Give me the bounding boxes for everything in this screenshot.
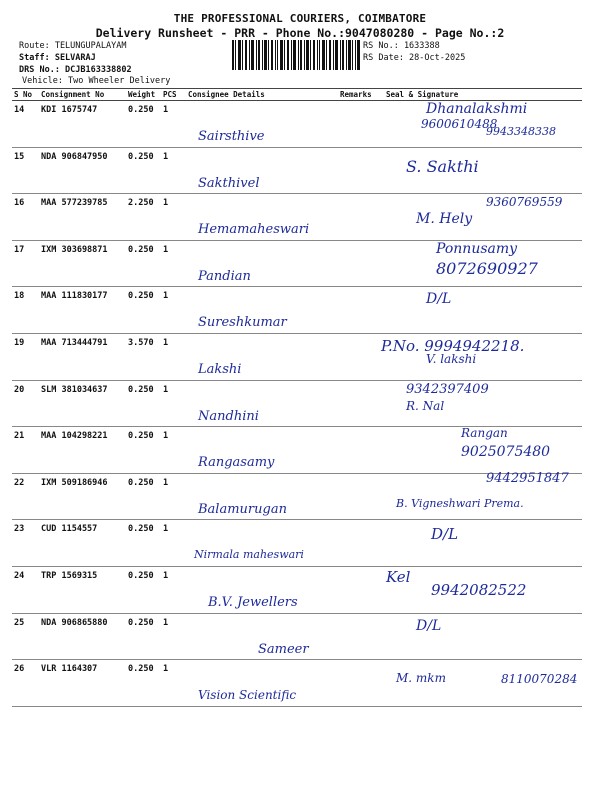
table-row (12, 287, 582, 334)
weight-cell: 0.250 (126, 613, 161, 660)
signature-text: B. Vigneshwari Prema. (396, 496, 524, 510)
sno-cell: 16 (12, 194, 39, 241)
signature-text: 9360769559 (486, 195, 563, 210)
pcs-cell: 1 (161, 240, 186, 287)
consignee-name: Sureshkumar (198, 315, 287, 331)
remarks-cell (338, 566, 384, 613)
signature-text: 9943348338 (486, 125, 556, 138)
signature-text: Rangan (461, 426, 508, 441)
pcs-cell: 1 (161, 473, 186, 520)
weight-cell: 0.250 (126, 427, 161, 474)
consignee-name: B.V. Jewellers (208, 594, 298, 610)
table-row (12, 240, 582, 287)
consignment-cell: MAA 104298221 (39, 427, 126, 474)
consignee-name: Hemamaheswari (198, 222, 310, 238)
rs-date: RS Date: 28-Oct-2025 (363, 53, 466, 63)
table-row (12, 520, 582, 567)
consignee-name: Pandian (198, 268, 251, 284)
consignment-cell: MAA 577239785 (39, 194, 126, 241)
weight-cell: 0.250 (126, 380, 161, 427)
consignee-name: Nandhini (198, 408, 259, 424)
pcs-cell: 1 (161, 660, 186, 707)
sno-cell: 25 (12, 613, 39, 660)
col-sno-header: S No (12, 89, 39, 101)
signature-text: D/L (416, 617, 442, 634)
signature-text: 9342397409 (406, 381, 489, 397)
signature-text: Dhanalakshmi (426, 101, 528, 117)
table-header-row (12, 89, 582, 101)
consignment-cell: MAA 111830177 (39, 287, 126, 334)
pcs-cell: 1 (161, 380, 186, 427)
remarks-cell (338, 101, 384, 148)
col-remarks-header: Remarks (338, 89, 384, 101)
route-text: Route: TELUNGUPALAYAM (19, 41, 127, 51)
company-title: THE PROFESSIONAL COURIERS, COIMBATORE (173, 12, 427, 25)
signature-text: 9600610488 (421, 117, 498, 131)
remarks-cell (338, 520, 384, 567)
remarks-cell (338, 147, 384, 194)
weight-cell: 0.250 (126, 473, 161, 520)
sno-cell: 22 (12, 473, 39, 520)
sno-cell: 21 (12, 427, 39, 474)
sno-cell: 23 (12, 520, 39, 567)
col-weight-header: Weight (126, 89, 161, 101)
signature-text: P.No. 9994942218. (381, 336, 525, 355)
table-row (12, 194, 582, 241)
signature-text: 9942082522 (431, 580, 527, 599)
weight-cell: 0.250 (126, 566, 161, 613)
consignment-cell: IXM 509186946 (39, 473, 126, 520)
pcs-cell: 1 (161, 147, 186, 194)
pcs-cell: 1 (161, 566, 186, 613)
table-row (12, 147, 582, 194)
pcs-cell: 1 (161, 333, 186, 380)
consignment-cell: CUD 1154557 (39, 520, 126, 567)
consignment-cell: IXM 303698871 (39, 240, 126, 287)
remarks-cell (338, 660, 384, 707)
consignee-name: Rangasamy (198, 455, 275, 471)
consignee-name: Balamurugan (198, 501, 287, 517)
consignment-cell: VLR 1164307 (39, 660, 126, 707)
table-row (12, 101, 582, 148)
consignment-cell: NDA 906865880 (39, 613, 126, 660)
table-row (12, 333, 582, 380)
signature-text: Ponnusamy (436, 240, 518, 257)
sno-cell: 19 (12, 333, 39, 380)
consignment-cell: NDA 906847950 (39, 147, 126, 194)
consignment-cell: SLM 381034637 (39, 380, 126, 427)
pcs-cell: 1 (161, 194, 186, 241)
remarks-cell (338, 333, 384, 380)
table-row (12, 473, 582, 520)
table-row (12, 660, 582, 707)
col-pcs-header: PCS (161, 89, 186, 101)
table-row (12, 427, 582, 474)
sno-cell: 24 (12, 566, 39, 613)
sno-cell: 20 (12, 380, 39, 427)
table-row (12, 566, 582, 613)
weight-cell: 0.250 (126, 101, 161, 148)
remarks-cell (338, 380, 384, 427)
consignee-name: Sakthivel (198, 175, 260, 191)
remarks-cell (338, 287, 384, 334)
consignee-name: Vision Scientific (198, 688, 297, 703)
weight-cell: 0.250 (126, 147, 161, 194)
sno-cell: 17 (12, 240, 39, 287)
weight-cell: 2.250 (126, 194, 161, 241)
remarks-cell (338, 473, 384, 520)
sno-cell: 26 (12, 660, 39, 707)
sno-cell: 18 (12, 287, 39, 334)
sno-cell: 14 (12, 101, 39, 148)
col-signature-header: Seal & Signature (384, 89, 582, 101)
consignee-name: Lakshi (198, 361, 242, 377)
signature-text: 8072690927 (436, 258, 538, 278)
signature-text: M. mkm (396, 671, 446, 686)
signature-text: V. lakshi (426, 351, 477, 366)
runsheet-table (12, 88, 582, 707)
consignee-name: Nirmala maheswari (194, 548, 304, 562)
weight-cell: 0.250 (126, 240, 161, 287)
pcs-cell: 1 (161, 427, 186, 474)
col-consignment-header: Consignment No (39, 89, 126, 101)
table-row (12, 380, 582, 427)
signature-text: S. Sakthi (406, 156, 479, 176)
consignee-name: Sairsthive (198, 129, 265, 144)
signature-text: Kel (386, 567, 411, 586)
signature-text: 9442951847 (486, 470, 569, 486)
consignee-name: Sameer (258, 641, 309, 657)
pcs-cell: 1 (161, 101, 186, 148)
weight-cell: 0.250 (126, 287, 161, 334)
sno-cell: 15 (12, 147, 39, 194)
pcs-cell: 1 (161, 287, 186, 334)
consignment-cell: MAA 713444791 (39, 333, 126, 380)
weight-cell: 3.570 (126, 333, 161, 380)
signature-text: 9025075480 (461, 444, 551, 461)
signature-text: D/L (426, 291, 452, 308)
barcode-image (232, 40, 360, 70)
signature-text: R. Nal (406, 398, 445, 413)
remarks-cell (338, 194, 384, 241)
vehicle-text: Vehicle: Two Wheeler Delivery (22, 76, 171, 86)
signature-text: M. Hely (416, 211, 473, 228)
staff-text: Staff: SELVARAJ (19, 53, 96, 63)
pcs-cell: 1 (161, 520, 186, 567)
consignment-cell: TRP 1569315 (39, 566, 126, 613)
runsheet-subtitle: Delivery Runsheet - PRR - Phone No.:9047080280 - Page No.:2 (95, 26, 505, 40)
remarks-cell (338, 240, 384, 287)
remarks-cell (338, 613, 384, 660)
pcs-cell: 1 (161, 613, 186, 660)
signature-text: 8110070284 (501, 672, 578, 687)
col-consignee-header: Consignee Details (186, 89, 338, 101)
drs-number: DRS No.: DCJB163338802 (19, 65, 132, 75)
signature-text: D/L (431, 525, 459, 544)
weight-cell: 0.250 (126, 520, 161, 567)
remarks-cell (338, 427, 384, 474)
rs-number: RS No.: 1633388 (363, 41, 440, 51)
table-row (12, 613, 582, 660)
consignment-cell: KDI 1675747 (39, 101, 126, 148)
weight-cell: 0.250 (126, 660, 161, 707)
